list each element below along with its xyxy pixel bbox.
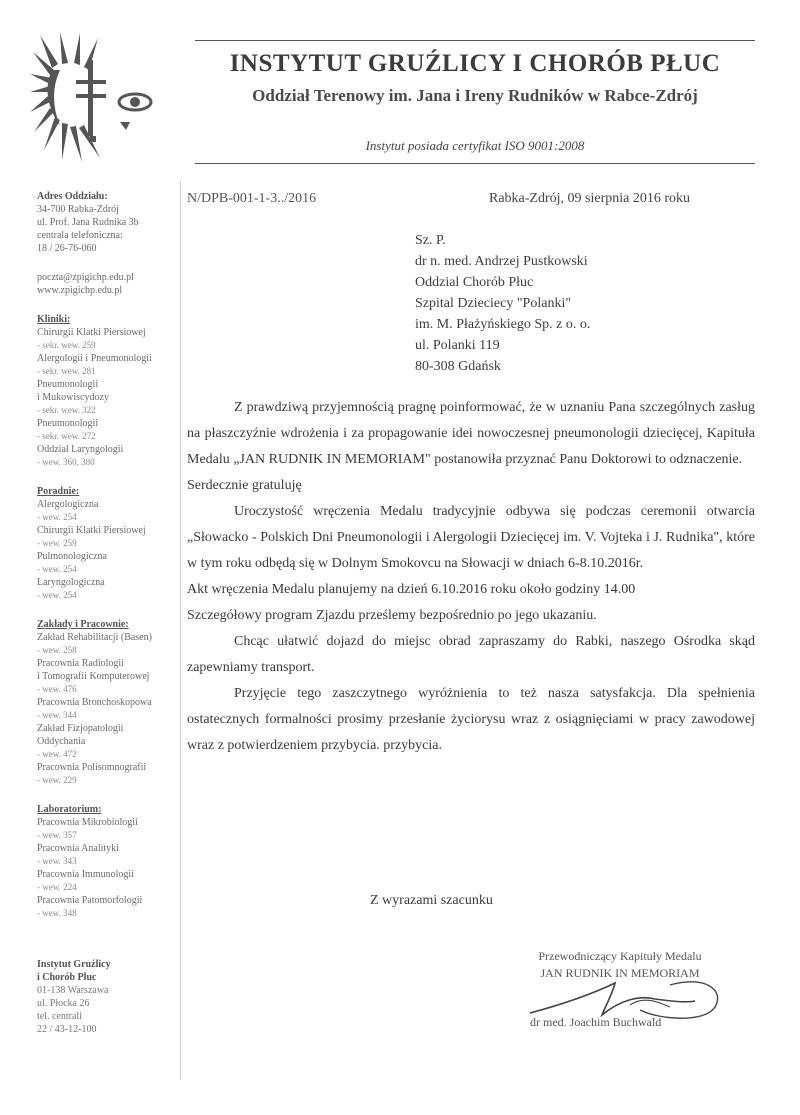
addressee-line: 80-308 Gdańsk — [415, 359, 501, 374]
header-rule-top — [195, 40, 755, 41]
sidebar — [37, 190, 177, 936]
address-line: 34-700 Rabka-Zdrój — [37, 204, 119, 215]
hq-line: 22 / 43-12-100 — [37, 1024, 97, 1035]
department-name: Zakład Rehabilitacji (Basen) — [37, 632, 152, 643]
letter-paragraph: Chcąc ułatwić dojazd do miejsc obrad zapraszamy do Rabki, naszego Ośrodka skąd zapewniamy transport. — [187, 634, 755, 675]
letter-paragraph: Akt wręczenia Medalu planujemy na dzień 6.10.2016 roku około godziny 14.00 — [187, 582, 636, 597]
closing-salutation: Z wyrazami szacunku — [370, 893, 493, 908]
department-extension: - wew. 360, 380 — [37, 457, 95, 467]
letter-paragraph: Z prawdziwą przyjemnością pragnę poinformować, że w uznaniu Pana szczególnych zasług na płaszczyźnie wdrożenia i za propagowanie idei nowoczesnej pneumonologii dziecięcej, Kapituła Medalu „JAN RUDNIK IN MEMORIAM" postanowiła przyznać Panu Doktorowi to odznaczenie. — [187, 400, 755, 467]
contact-block — [37, 271, 177, 297]
section-heading: Kliniki: — [37, 314, 71, 325]
hq-line: Instytut Gruźlicy — [37, 959, 111, 970]
department-extension: - sekr. wew. 322 — [37, 405, 96, 415]
addressee-line: Szpital Dzieciecy "Polanki" — [415, 296, 572, 311]
sidebar-section — [37, 803, 177, 920]
sidebar-section — [37, 313, 177, 469]
sidebar-divider — [180, 180, 181, 1080]
signer-title-line: JAN RUDNIK IN MEMORIAM — [540, 966, 700, 980]
hq-line: tel. centrali — [37, 1011, 82, 1022]
department-name: Chirurgii Klatki Piersiowej — [37, 525, 146, 536]
addressee-line: ul. Polanki 119 — [415, 338, 500, 353]
address-line: ul. Prof. Jana Rudnika 3b — [37, 217, 139, 228]
address-heading: Adres Oddziału: — [37, 191, 108, 202]
department-extension: - wew. 254 — [37, 590, 77, 600]
department-name: Alergologii i Pneumonologii — [37, 353, 152, 364]
addressee-line: Sz. P. — [415, 233, 446, 248]
department-extension: - wew. 258 — [37, 645, 77, 655]
hq-line: 01-138 Warszawa — [37, 985, 109, 996]
department-extension: - wew. 344 — [37, 710, 77, 720]
department-name: Chirurgii Klatki Piersiowej — [37, 327, 146, 338]
letter-paragraph: Uroczystość wręczenia Medalu tradycyjnie odbywa się podczas ceremonii otwarcia „Słowacko - Polskich Dni Pneumonologii i Alergologii Dziecięcej im. V. Vojteka i J. Rudnika", które w tym roku odbędą się w Dolnym Smokovcu na Słowacji w dniach 6-8.10.2016r. — [187, 504, 755, 571]
department-name: Pracownia Mikrobiologii — [37, 817, 138, 828]
department-name: Pneumonologii — [37, 418, 99, 429]
addressee-line: Oddzial Chorób Płuc — [415, 275, 534, 290]
department-extension: - wew. 343 — [37, 856, 77, 866]
department-name: Oddychania — [37, 736, 86, 747]
addressee-block — [415, 230, 590, 377]
letter-paragraph: Szczegółowy program Zjazdu prześlemy bezpośrednio po jego ukazaniu. — [187, 608, 597, 623]
letter-body — [187, 395, 755, 759]
department-extension: - wew. 259 — [37, 538, 77, 548]
department-extension: - wew. 472 — [37, 749, 77, 759]
section-heading: Poradnie: — [37, 486, 80, 497]
header-rule-bottom — [195, 163, 755, 164]
signer-title-line: Przewodniczący Kapituły Medalu — [538, 949, 702, 963]
department-extension: - wew. 476 — [37, 684, 77, 694]
department-name: Pracownia Radiologii — [37, 658, 124, 669]
letter-paragraph: Serdecznie gratuluję — [187, 478, 302, 493]
department-name: Pracownia Immunologii — [37, 869, 134, 880]
department-name: Zakład Fizjopatologii — [37, 723, 124, 734]
signer-name: dr med. Joachim Buchwald — [530, 1015, 662, 1029]
department-extension: - wew. 254 — [37, 564, 77, 574]
sidebar-section — [37, 485, 177, 602]
department-extension: - wew. 254 — [37, 512, 77, 522]
department-name: Oddział Laryngologii — [37, 444, 124, 455]
department-name: Pracownia Patomorfologii — [37, 895, 143, 906]
sidebar-section — [37, 618, 177, 787]
letter-date: Rabka-Zdrój, 09 sierpnia 2016 roku — [489, 191, 691, 206]
letter-paragraph: Przyjęcie tego zaszczytnego wyróżnienia to też nasza satysfakcja. Dla spełnienia ostatecznych formalności prosimy przesłanie życiorysu wraz z osiągnięciami w pracy zawodowej wraz z potwierdzeniem przybycia. przybycia. — [187, 686, 755, 753]
department-extension: - sekr. wew. 281 — [37, 366, 96, 376]
section-heading: Zakłady i Pracownie: — [37, 619, 129, 630]
section-heading: Laboratorium: — [37, 804, 102, 815]
institute-title: INSTYTUT GRUŹLICY I CHORÓB PŁUC — [229, 50, 721, 77]
addressee-line: dr n. med. Andrzej Pustkowski — [415, 254, 588, 269]
department-name: Alergologiczna — [37, 499, 99, 510]
address-block — [37, 190, 177, 255]
department-extension: - wew. 357 — [37, 830, 77, 840]
department-name: Laryngologiczna — [37, 577, 105, 588]
department-extension: - wew. 224 — [37, 882, 77, 892]
department-sections — [37, 313, 177, 920]
iso-certificate: Instytut posiada certyfikat ISO 9001:2008 — [365, 138, 585, 153]
address-line: 18 / 26-76-060 — [37, 243, 97, 254]
department-extension: - sekr. wew. 272 — [37, 431, 96, 441]
department-name: i Tomografii Komputerowej — [37, 671, 150, 682]
department-name: Pracownia Polisomnografii — [37, 762, 147, 773]
addressee-line: im. M. Płażyńskiego Sp. z o. o. — [415, 317, 591, 332]
headquarters-block — [37, 958, 177, 1036]
email-link: poczta@zpigichp.edu.pl — [37, 272, 134, 283]
website-link: www.zpigichp.edu.pl — [37, 285, 123, 296]
institute-subtitle: Oddział Terenowy im. Jana i Ireny Rudników w Rabce-Zdrój — [252, 86, 698, 105]
department-name: Pracownia Analityki — [37, 843, 119, 854]
department-name: Pulmonologiczna — [37, 551, 107, 562]
institute-logo — [30, 30, 165, 165]
department-extension: - wew. 229 — [37, 775, 77, 785]
department-name: i Mukowiscydozy — [37, 392, 109, 403]
hq-line: i Chorób Płuc — [37, 972, 97, 983]
address-line: centrala telefoniczna: — [37, 230, 123, 241]
hq-line: ul. Płocka 26 — [37, 998, 90, 1009]
reference-number: N/DPB-001-1-3../2016 — [187, 191, 317, 206]
department-name: Pracownia Bronchoskopowa — [37, 697, 152, 708]
department-name: Pneumonologii — [37, 379, 99, 390]
department-extension: - wew. 348 — [37, 908, 77, 918]
department-extension: - sekr. wew. 259 — [37, 340, 96, 350]
